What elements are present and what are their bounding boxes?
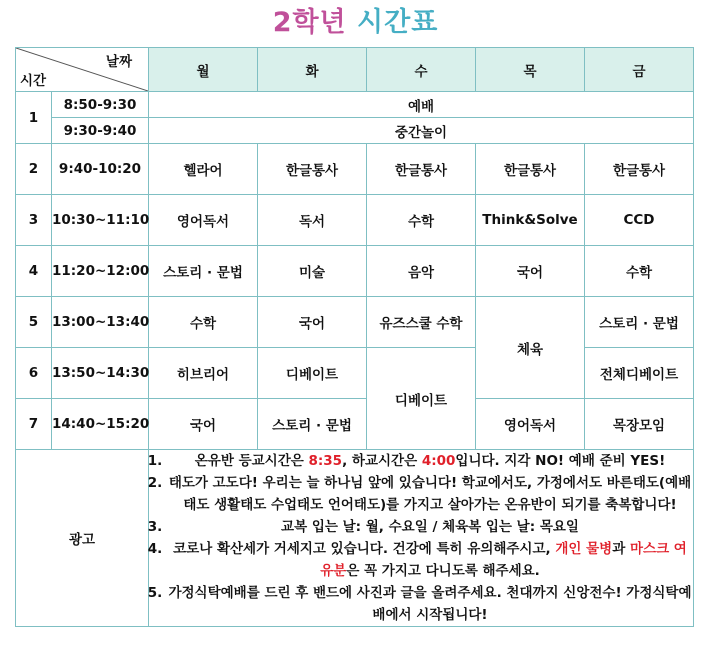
notice-text: 과	[612, 541, 630, 557]
notice-label: 광고	[16, 450, 149, 627]
class-cell: 국어	[476, 246, 585, 297]
class-cell-pe: 체육	[476, 297, 585, 399]
corner-time-label: 시간	[20, 73, 47, 89]
class-cell: 한글통사	[585, 144, 694, 195]
day-header-mon: 월	[149, 48, 258, 92]
notice-item	[167, 538, 693, 582]
day-header-fri: 금	[585, 48, 694, 92]
notice-text: 입니다. 지각 NO! 예배 준비 YES!	[455, 453, 666, 469]
notice-emphasis: 가정식탁예배	[168, 585, 247, 601]
class-cell: 수학	[149, 297, 258, 348]
period-5-row	[16, 297, 694, 348]
class-cell: 스토리 · 문법	[258, 399, 367, 450]
class-cell: 한글통사	[476, 144, 585, 195]
day-header-wed: 수	[367, 48, 476, 92]
period-number: 3	[16, 195, 52, 246]
notice-item	[167, 472, 693, 516]
notice-text: , 하교시간은	[342, 453, 422, 469]
period-1b-row	[16, 118, 694, 144]
period-number: 2	[16, 144, 52, 195]
notice-row	[16, 450, 694, 627]
period-number: 6	[16, 348, 52, 399]
notice-item	[167, 582, 693, 626]
period-3-row	[16, 195, 694, 246]
notice-text: 를 드린 후 밴드에 사진과 글을 올려주세요. 천대까지 신앙전수! 가정식탁예배에서 시작됩니다!	[246, 585, 692, 623]
class-cell: CCD	[585, 195, 694, 246]
period-time: 13:50~14:30	[52, 348, 149, 399]
period-time: 13:00~13:40	[52, 297, 149, 348]
period-6-row	[16, 348, 694, 399]
title-grade: 2학년	[272, 7, 347, 38]
class-cell: 국어	[258, 297, 367, 348]
period-time: 9:30-9:40	[52, 118, 149, 144]
class-cell: 한글통사	[258, 144, 367, 195]
period-number: 7	[16, 399, 52, 450]
period-4-row	[16, 246, 694, 297]
class-cell: 유즈스쿨 수학	[367, 297, 476, 348]
class-cell: 목장모임	[585, 399, 694, 450]
class-cell: 수학	[585, 246, 694, 297]
class-cell: 한글통사	[367, 144, 476, 195]
class-cell-debate: 디베이트	[367, 348, 476, 450]
water-bottle-highlight: 개인 물병	[555, 541, 613, 557]
header-row	[16, 48, 694, 92]
notice-text: 온유반 등교시간은	[194, 453, 309, 469]
class-cell: 스토리 · 문법	[149, 246, 258, 297]
class-cell: 영어독서	[476, 399, 585, 450]
spare-mask-highlight: 마스크 여유분	[320, 541, 687, 579]
period-time: 14:40~15:20	[52, 399, 149, 450]
period-number: 1	[16, 92, 52, 144]
period-number: 5	[16, 297, 52, 348]
page-title	[0, 6, 711, 40]
timetable	[15, 47, 694, 627]
notice-content	[149, 450, 694, 627]
class-cell: 헬라어	[149, 144, 258, 195]
notice-text: 코로나 확산세가 거세지고 있습니다. 건강에 특히 유의해주시고,	[173, 541, 556, 557]
period-1a-row	[16, 92, 694, 118]
class-cell: 음악	[367, 246, 476, 297]
notice-item	[167, 450, 693, 472]
notice-emphasis: 태도가 고도다!	[168, 475, 258, 491]
day-header-thu: 목	[476, 48, 585, 92]
period-number: 4	[16, 246, 52, 297]
class-cell: 영어독서	[149, 195, 258, 246]
period-2-row	[16, 144, 694, 195]
corner-day-label: 날짜	[105, 54, 132, 70]
dismissal-time: 4:00	[421, 453, 456, 469]
notice-text: 은 꼭 가지고 다니도록 해주세요.	[346, 563, 540, 579]
notice-text: 우리는 늘 하나님 앞에 있습니다! 학교에서도, 가정에서도 바른태도(예배태도 생활태도 수업태도 언어태도)를 가지고 살아가는 온유반이 되기를 축복합니다!	[183, 475, 692, 513]
notice-text: 교복 입는 날: 월, 수요일 / 체육복 입는 날: 목요일	[281, 519, 579, 535]
class-cell: Think&Solve	[476, 195, 585, 246]
class-cell: 독서	[258, 195, 367, 246]
notice-item	[167, 516, 693, 538]
notice-list	[149, 450, 693, 626]
class-cell: 국어	[149, 399, 258, 450]
corner-cell	[16, 48, 149, 92]
break-cell: 중간놀이	[149, 118, 694, 144]
class-cell: 미술	[258, 246, 367, 297]
arrival-time: 8:35	[308, 453, 343, 469]
worship-cell: 예배	[149, 92, 694, 118]
period-7-row	[16, 399, 694, 450]
class-cell: 디베이트	[258, 348, 367, 399]
day-header-tue: 화	[258, 48, 367, 92]
class-cell: 스토리 · 문법	[585, 297, 694, 348]
period-time: 11:20~12:00	[52, 246, 149, 297]
period-time: 10:30~11:10	[52, 195, 149, 246]
period-time: 9:40-10:20	[52, 144, 149, 195]
period-time: 8:50-9:30	[52, 92, 149, 118]
class-cell: 히브리어	[149, 348, 258, 399]
title-label: 시간표	[357, 7, 439, 38]
class-cell: 전체디베이트	[585, 348, 694, 399]
class-cell: 수학	[367, 195, 476, 246]
